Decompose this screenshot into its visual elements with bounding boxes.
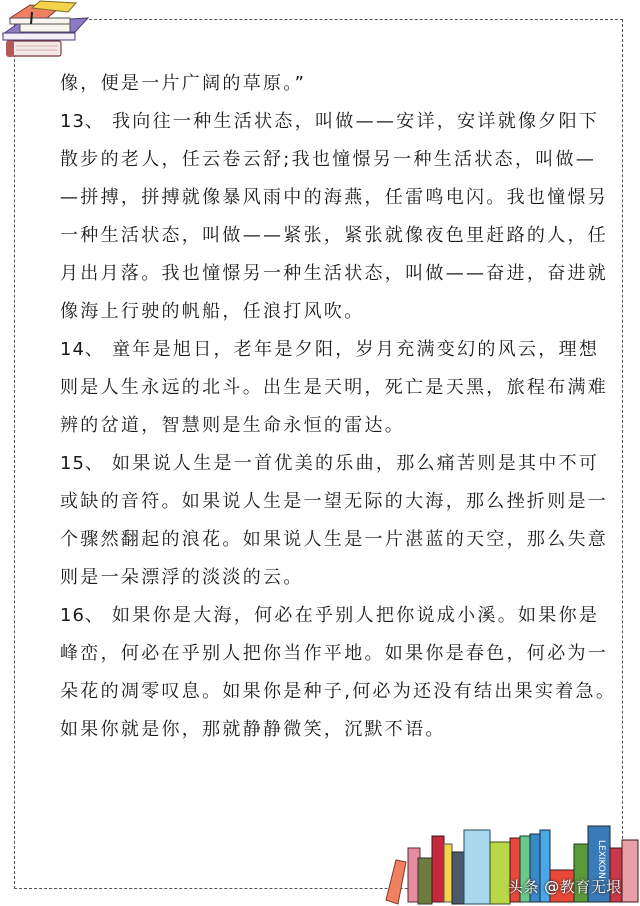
svg-text:LEXIKON: LEXIKON [596,840,606,879]
item-number: 13、 [60,111,104,132]
text-line: 像海上行驶的帆船，任浪打风吹。 [60,301,365,322]
text-line: 朵花的凋零叹息。如果你是种子,何必为还没有结出果实着急。 [60,681,617,702]
text-line: 月出月落。我也憧憬另一种生活状态，叫做——奋进，奋进就 [60,263,609,284]
text-line: 像，便是一片广阔的草原。” [60,73,307,94]
text-line: 散步的老人，任云卷云舒;我也憧憬另一种生活状态，叫做— [60,149,597,170]
text-line: 则是人生永远的北斗。出生是天明，死亡是天黑，旅程布满难 [60,377,609,398]
text-line: 如果你就是你，那就静静微笑，沉默不语。 [60,719,446,740]
document-body [60,65,617,749]
item-number: 15、 [60,453,104,474]
item-number: 16、 [60,605,104,626]
item-14-line: 14、 童年是旭日，老年是夕阳，岁月充满变幻的风云，理想 [60,331,600,369]
text-line: 则是一朵漂浮的淡淡的云。 [60,567,304,588]
text-line: 峰峦，何必在乎别人把你当作平地。如果你是春色，何必为一 [60,643,609,664]
text-line: 或缺的音符。如果说人生是一望无际的大海，那么挫折则是一 [60,491,609,512]
book-stack-icon [0,0,90,60]
item-number: 14、 [60,339,104,360]
text-line: 个骤然翻起的浪花。如果说人生是一片湛蓝的天空，那么失意 [60,529,609,550]
item-13-line: 13、 我向往一种生活状态，叫做——安详，安详就像夕阳下 [60,103,600,141]
text-line: 辨的岔道，智慧则是生命永恒的雷达。 [60,415,406,436]
text-line: —拼搏，拼搏就像暴风雨中的海燕，任雷鸣电闪。我也憧憬另 [60,187,609,208]
watermark: 头条 @教育无垠 [508,878,622,896]
item-16-line: 16、 如果你是大海，何必在乎别人把你说成小溪。如果你是 [60,597,600,635]
item-15-line: 15、 如果说人生是一首优美的乐曲，那么痛苦则是其中不可 [60,445,600,483]
text-line: 一种生活状态，叫做——紧张，紧张就像夜色里赶路的人，任 [60,225,609,246]
